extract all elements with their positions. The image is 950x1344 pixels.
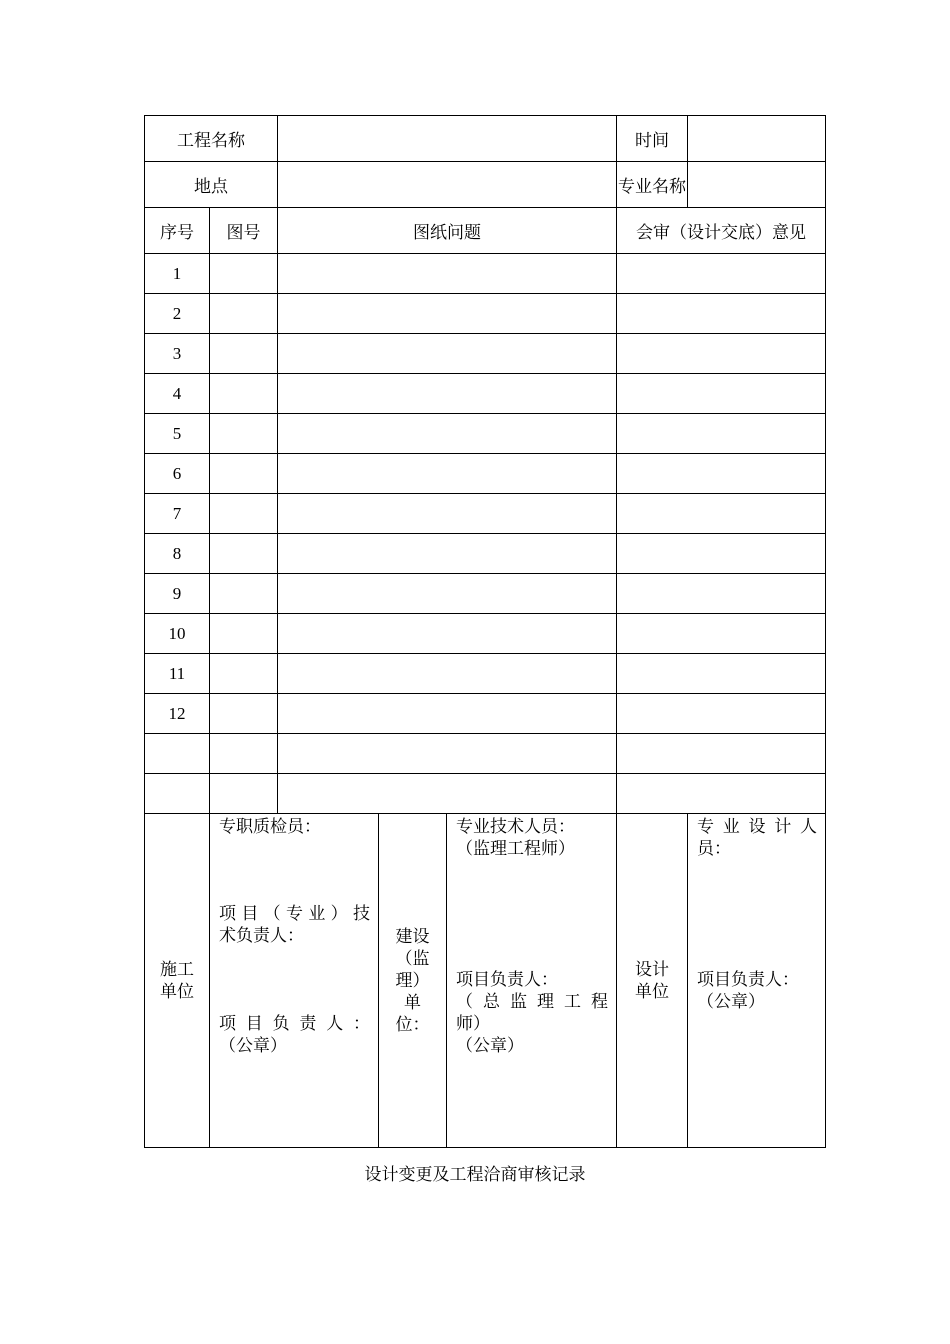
issue-cell[interactable]: [278, 534, 617, 574]
opinion-cell[interactable]: [617, 254, 826, 294]
opinion-cell[interactable]: [617, 374, 826, 414]
issue-cell[interactable]: [278, 694, 617, 734]
opinion-cell[interactable]: [617, 654, 826, 694]
issue-header: 图纸问题: [278, 208, 617, 254]
table-row: [145, 694, 826, 734]
designer-label-line1: 专业设计人: [697, 817, 817, 837]
drawing-no-header: 图号: [210, 208, 278, 254]
supervisor-sign-cell[interactable]: [447, 814, 617, 1148]
review-record-form: [144, 115, 826, 1148]
drawing-no-cell[interactable]: [210, 614, 278, 654]
drawing-no-cell[interactable]: [210, 334, 278, 374]
design-sign-cell[interactable]: [688, 814, 826, 1148]
seq-cell: 11: [145, 654, 210, 694]
opinion-cell[interactable]: [617, 294, 826, 334]
seq-cell: 12: [145, 694, 210, 734]
table-row: [145, 614, 826, 654]
opinion-cell[interactable]: [617, 614, 826, 654]
table-row: [145, 414, 826, 454]
issue-cell[interactable]: [278, 254, 617, 294]
construction-pm-label: 项目负责人：: [219, 1014, 370, 1034]
drawing-no-cell[interactable]: [210, 294, 278, 334]
seq-cell: 2: [145, 294, 210, 334]
opinion-header: 会审（设计交底）意见: [617, 208, 826, 254]
qc-inspector-label: 专职质检员：: [219, 817, 321, 837]
supervisor-tech-label: 专业技术人员：: [456, 817, 575, 837]
drawing-no-cell[interactable]: [210, 654, 278, 694]
location-field[interactable]: [278, 162, 617, 208]
tech-lead-label-line2: 术负责人：: [219, 926, 304, 946]
table-row: [145, 574, 826, 614]
table-row: [145, 334, 826, 374]
table-row: [145, 734, 826, 774]
table-row: [145, 534, 826, 574]
opinion-cell[interactable]: [617, 694, 826, 734]
drawing-no-cell[interactable]: [210, 534, 278, 574]
construction-unit-text: 施工单位: [160, 959, 194, 1002]
project-name-field[interactable]: [278, 116, 617, 162]
issue-cell[interactable]: [278, 494, 617, 534]
issue-cell[interactable]: [278, 614, 617, 654]
opinion-cell[interactable]: [617, 454, 826, 494]
drawing-no-cell[interactable]: [210, 374, 278, 414]
supervisor-pm-label: 项目负责人：: [456, 970, 558, 990]
issue-cell[interactable]: [278, 654, 617, 694]
chief-supervisor-label: （总监理工程: [456, 992, 608, 1012]
supervisor-seal-label: （公章）: [456, 1036, 524, 1056]
seq-cell: 8: [145, 534, 210, 574]
seq-cell: 1: [145, 254, 210, 294]
opinion-cell[interactable]: [617, 774, 826, 814]
issue-cell[interactable]: [278, 334, 617, 374]
opinion-cell[interactable]: [617, 734, 826, 774]
issue-cell[interactable]: [278, 374, 617, 414]
seq-cell: 6: [145, 454, 210, 494]
seq-cell: 10: [145, 614, 210, 654]
seq-cell: 9: [145, 574, 210, 614]
issue-cell[interactable]: [278, 294, 617, 334]
drawing-no-cell[interactable]: [210, 694, 278, 734]
drawing-no-cell[interactable]: [210, 774, 278, 814]
location-label: 地点: [145, 162, 278, 208]
form-caption: 设计变更及工程洽商审核记录: [364, 1165, 586, 1185]
table-row: [145, 254, 826, 294]
construction-unit-label: [145, 814, 210, 1148]
drawing-no-cell[interactable]: [210, 454, 278, 494]
table-row: [145, 654, 826, 694]
opinion-cell[interactable]: [617, 534, 826, 574]
construction-seal-label: （公章）: [219, 1036, 287, 1056]
table-row: [145, 454, 826, 494]
drawing-no-cell[interactable]: [210, 734, 278, 774]
seq-cell: [145, 734, 210, 774]
seq-cell: 4: [145, 374, 210, 414]
time-field[interactable]: [688, 116, 826, 162]
design-seal-label: （公章）: [697, 992, 765, 1012]
construction-sign-cell[interactable]: [210, 814, 379, 1148]
specialty-label: 专业名称: [617, 162, 688, 208]
drawing-no-cell[interactable]: [210, 254, 278, 294]
seq-cell: 7: [145, 494, 210, 534]
opinion-cell[interactable]: [617, 494, 826, 534]
opinion-cell[interactable]: [617, 574, 826, 614]
issue-cell[interactable]: [278, 734, 617, 774]
design-unit-label: [617, 814, 688, 1148]
issue-cell[interactable]: [278, 414, 617, 454]
tech-lead-label-line1: 项目（专业）技: [219, 904, 370, 924]
design-pm-label: 项目负责人：: [697, 970, 799, 990]
time-label: 时间: [617, 116, 688, 162]
table-row: [145, 294, 826, 334]
chief-supervisor-label-end: 师）: [456, 1014, 490, 1034]
owner-unit-text: 建设（监理）单位：: [395, 926, 430, 1035]
table-body: [145, 254, 826, 814]
opinion-cell[interactable]: [617, 334, 826, 374]
seq-cell: 5: [145, 414, 210, 454]
issue-cell[interactable]: [278, 574, 617, 614]
table-row: [145, 774, 826, 814]
project-name-label: 工程名称: [145, 116, 278, 162]
owner-unit-label: [379, 814, 447, 1148]
issue-cell[interactable]: [278, 454, 617, 494]
drawing-no-cell[interactable]: [210, 494, 278, 534]
supervisor-engineer-label: （监理工程师）: [456, 839, 575, 859]
table-row: [145, 374, 826, 414]
designer-label-line2: 员：: [697, 839, 731, 859]
seq-header: 序号: [145, 208, 210, 254]
drawing-no-cell[interactable]: [210, 414, 278, 454]
specialty-field[interactable]: [688, 162, 826, 208]
table-row: [145, 494, 826, 534]
seq-cell: 3: [145, 334, 210, 374]
opinion-cell[interactable]: [617, 414, 826, 454]
drawing-no-cell[interactable]: [210, 574, 278, 614]
design-unit-text: 设计单位: [635, 959, 669, 1002]
seq-cell: [145, 774, 210, 814]
issue-cell[interactable]: [278, 774, 617, 814]
